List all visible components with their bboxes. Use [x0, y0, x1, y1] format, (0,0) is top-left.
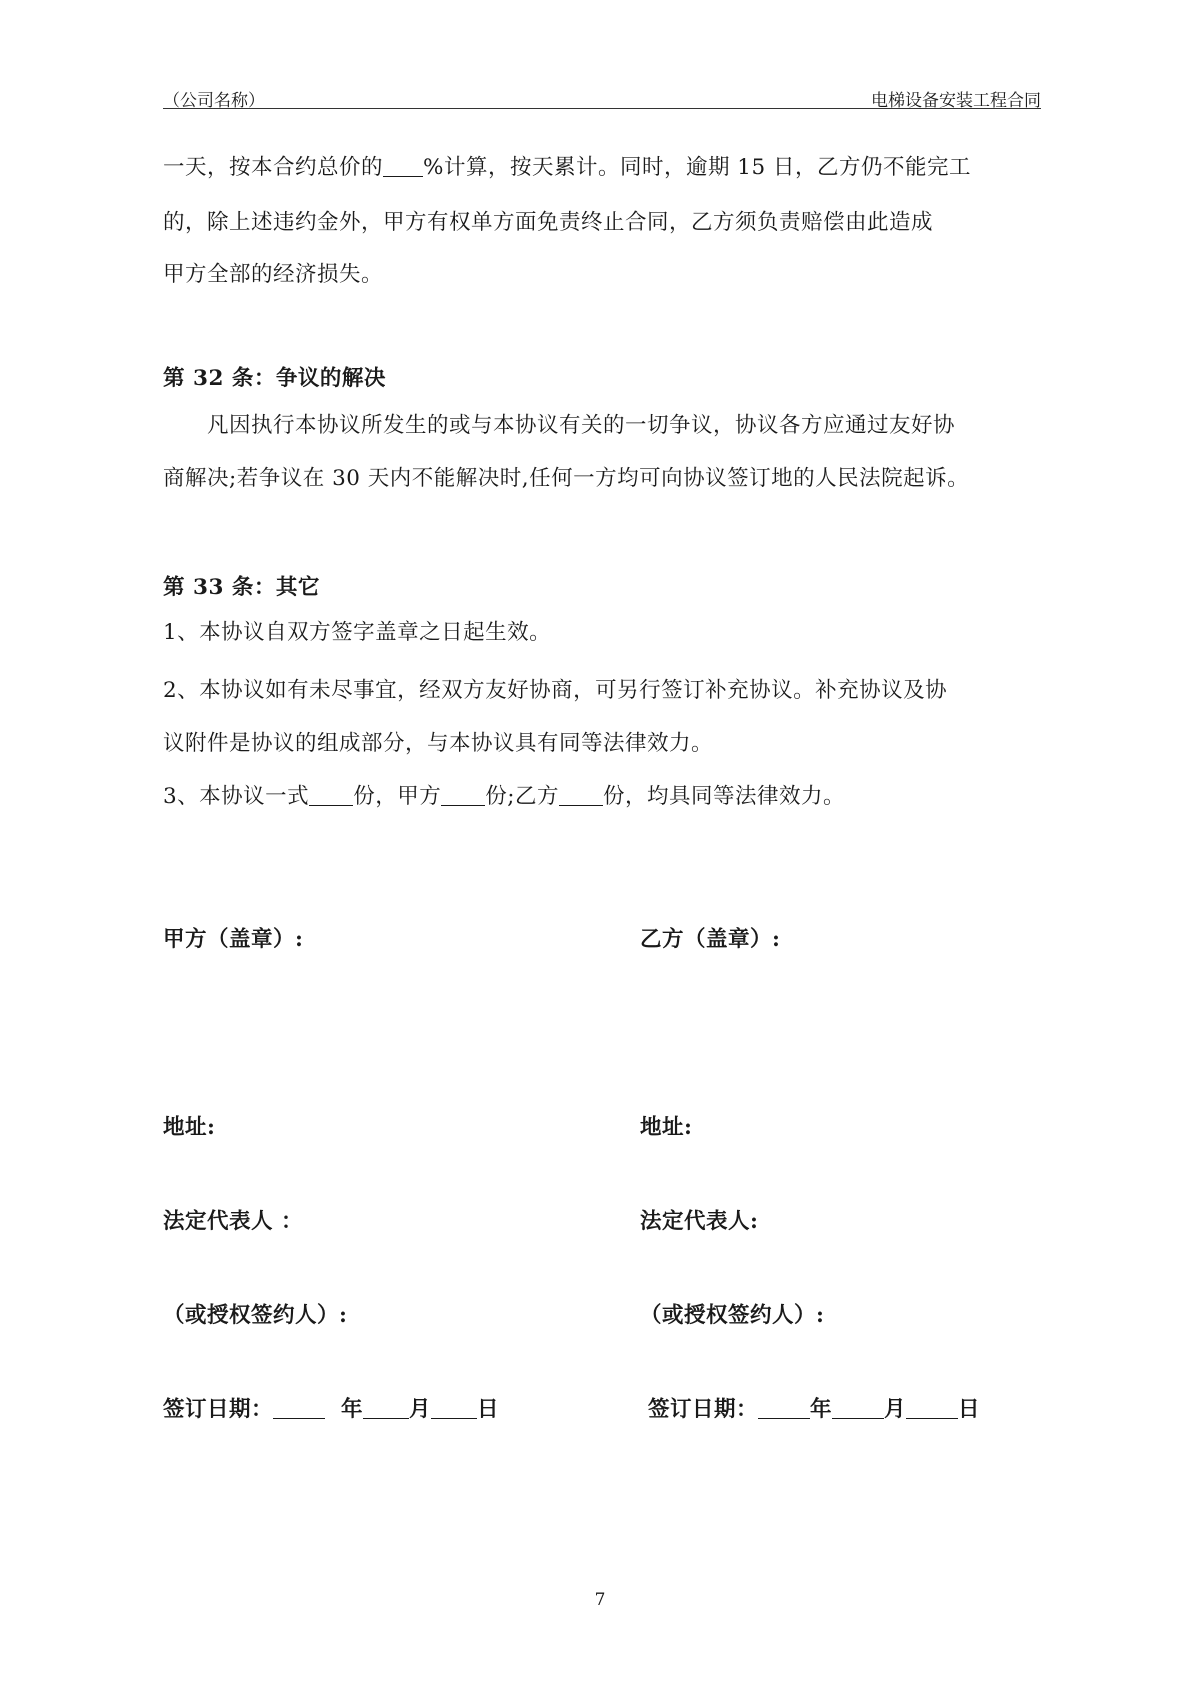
- blank-day: [906, 1398, 958, 1419]
- date-label: 签订日期：: [163, 1397, 274, 1422]
- item-3-text: 3、本协议一式: [163, 784, 310, 809]
- header-company-name: （公司名称）: [163, 91, 265, 111]
- year-label: 年: [341, 1397, 364, 1422]
- year-label: 年: [810, 1397, 833, 1422]
- blank-copies-party-a: [441, 785, 485, 806]
- party-b-legal-rep: 法定代表人:: [640, 1209, 759, 1234]
- party-b-address: 地址:: [640, 1115, 693, 1140]
- article-33-item-1: 1、本协议自双方签字盖章之日起生效。: [163, 620, 552, 645]
- continuation-line-2: 的，除上述违约金外，甲方有权单方面免责终止合同，乙方须负责赔偿由此造成: [163, 210, 934, 235]
- blank-month: [363, 1398, 409, 1419]
- blank-copies-party-b: [559, 785, 603, 806]
- article-33-item-3: [163, 779, 845, 810]
- blank-copies-total: [309, 785, 353, 806]
- day-label: 日: [958, 1397, 981, 1422]
- day-label: 日: [477, 1397, 500, 1422]
- article-33-item-2-line-1: 2、本协议如有未尽事宜，经双方友好协商，可另行签订补充协议。补充协议及协: [163, 678, 948, 703]
- party-b-authorized-signer: （或授权签约人）:: [640, 1303, 825, 1328]
- date-label: 签订日期：: [648, 1397, 759, 1422]
- party-a-seal: 甲方（盖章）:: [163, 927, 304, 952]
- item-3-text: 份，甲方: [353, 784, 442, 809]
- month-label: 月: [409, 1397, 432, 1422]
- article-32-line-2: 商解决;若争议在 30 天内不能解决时,任何一方均可向协议签订地的人民法院起诉。: [163, 466, 970, 491]
- continuation-line-3: 甲方全部的经济损失。: [163, 262, 384, 287]
- item-3-text: 份，均具同等法律效力。: [602, 784, 845, 809]
- blank-year: [758, 1398, 810, 1419]
- continuation-line-1: [163, 150, 971, 181]
- page-header: [163, 86, 1041, 109]
- party-a-authorized-signer: （或授权签约人）:: [163, 1303, 348, 1328]
- party-b-sign-date: [648, 1392, 980, 1423]
- header-document-title: 电梯设备安装工程合同: [871, 91, 1041, 111]
- blank-year: [273, 1398, 325, 1419]
- page-number: 7: [594, 1590, 606, 1610]
- party-a-legal-rep: 法定代表人 ：: [163, 1209, 303, 1234]
- continuation-text: %计算，按天累计。同时，逾期 15 日，乙方仍不能完工: [423, 155, 971, 180]
- continuation-text: 一天，按本合约总价的: [163, 155, 384, 180]
- blank-day: [431, 1398, 477, 1419]
- party-a-address: 地址:: [163, 1115, 216, 1140]
- blank-percent: [383, 156, 423, 177]
- blank-month: [832, 1398, 884, 1419]
- article-32-line-1: 凡因执行本协议所发生的或与本协议有关的一切争议，协议各方应通过友好协: [207, 413, 956, 438]
- party-a-sign-date: [163, 1392, 499, 1423]
- party-b-seal: 乙方（盖章）:: [640, 927, 781, 952]
- article-33-title: 第 33 条：其它: [163, 575, 320, 600]
- item-3-text: 份;乙方: [485, 784, 559, 809]
- article-33-item-2-line-2: 议附件是协议的组成部分，与本协议具有同等法律效力。: [163, 731, 714, 756]
- article-32-title: 第 32 条：争议的解决: [163, 366, 386, 391]
- month-label: 月: [884, 1397, 907, 1422]
